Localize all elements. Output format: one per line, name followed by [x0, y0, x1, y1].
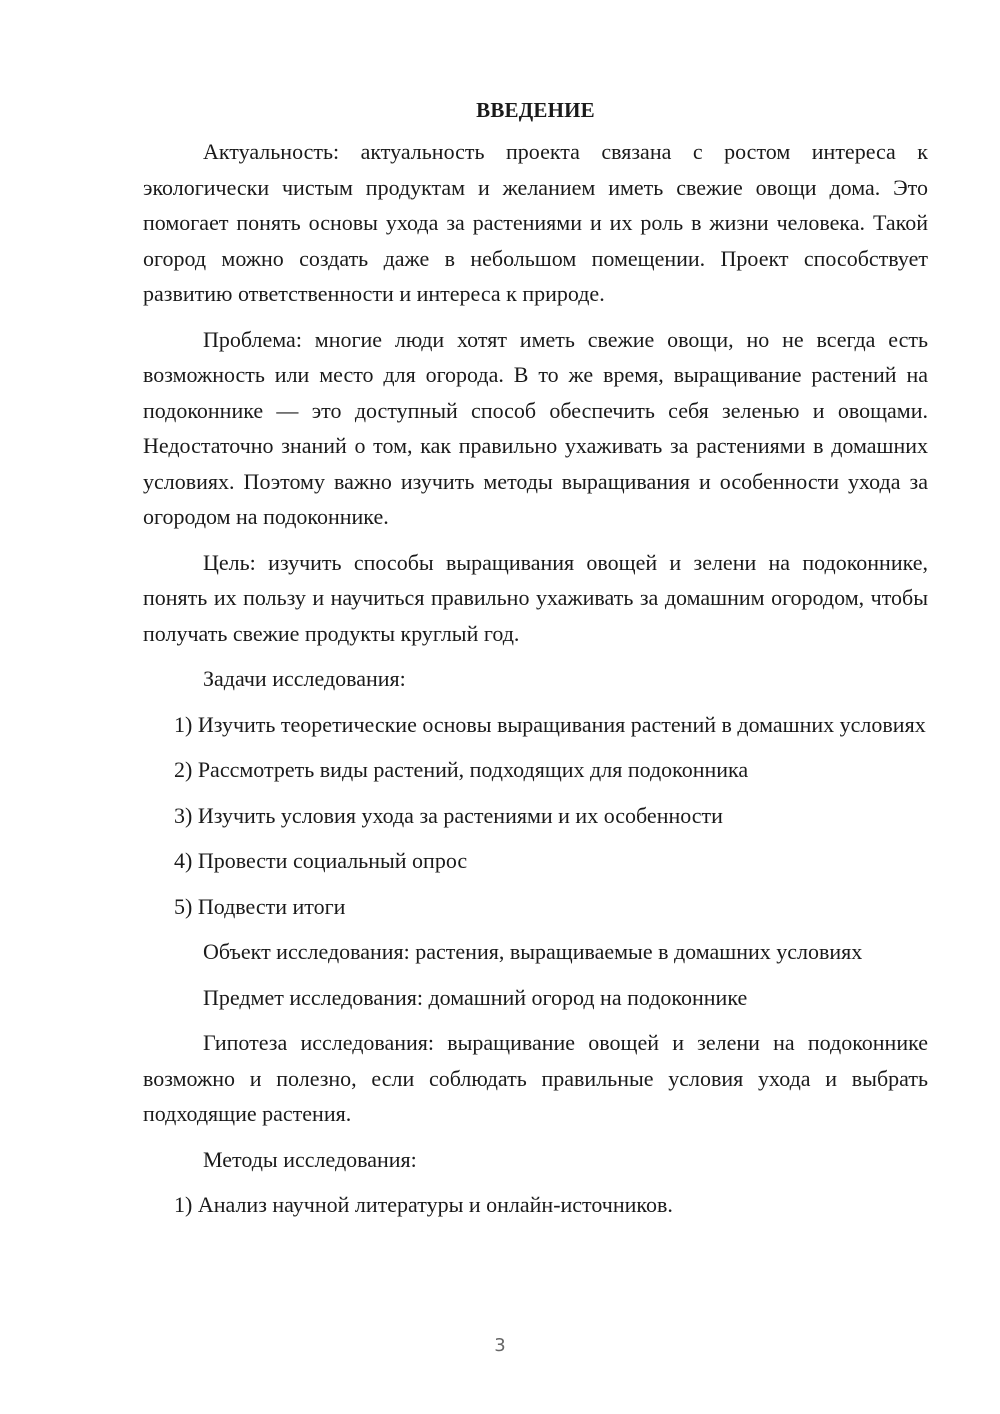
hypothesis-paragraph: Гипотеза исследования: выращивание овощей и зелени на подоконнике возможно и полезно, если соблюдать правильные условия ухода и выбрать подходящие растения. — [143, 1030, 928, 1126]
method-item: 1) Анализ научной литературы и онлайн-источников. — [174, 1192, 673, 1217]
relevance-paragraph: Актуальность: актуальность проекта связана с ростом интереса к экологически чистым продуктам и желанием иметь свежие овощи дома. Это помогает понять основы ухода за растениями и их роль в жизни человека. Такой огород можно создать даже в небольшом помещении. Проект способствует развитию ответственности и интереса к природе. — [143, 139, 928, 306]
section-title: ВВЕДЕНИЕ — [476, 98, 595, 122]
methods-heading: Методы исследования: — [203, 1146, 417, 1172]
page-number: 3 — [494, 1335, 506, 1356]
task-item: 2) Рассмотреть виды растений, подходящих для подоконника — [174, 757, 749, 782]
methods-list — [143, 1187, 928, 1223]
object-paragraph: Объект исследования: растения, выращиваемые в домашних условиях — [203, 939, 863, 964]
tasks-list — [143, 707, 928, 925]
goal-paragraph: Цель: изучить способы выращивания овощей и зелени на подоконнике, понять их пользу и научиться правильно ухаживать за домашним огородом, чтобы получать свежие продукты круглый год. — [143, 549, 928, 646]
task-item: 1) Изучить теоретические основы выращивания растений в домашних условиях — [174, 711, 926, 737]
task-item: 3) Изучить условия ухода за растениями и их особенности — [174, 802, 723, 828]
task-item: 4) Провести социальный опрос — [174, 848, 468, 873]
subject-paragraph: Предмет исследования: домашний огород на подоконнике — [203, 984, 748, 1010]
problem-paragraph: Проблема: многие люди хотят иметь свежие овощи, но не всегда есть возможность или место для огорода. В то же время, выращивание растений на подоконнике — это доступный способ обеспечить себя зеленью и овощами. Недостаточно знаний о том, как правильно ухаживать за растениями в домашних условиях. Поэтому важно изучить методы выращивания и особенности ухода за огородом на подоконнике. — [143, 326, 928, 529]
task-item: 5) Подвести итоги — [174, 893, 346, 919]
document-page — [143, 96, 928, 1233]
tasks-heading: Задачи исследования: — [203, 666, 406, 691]
